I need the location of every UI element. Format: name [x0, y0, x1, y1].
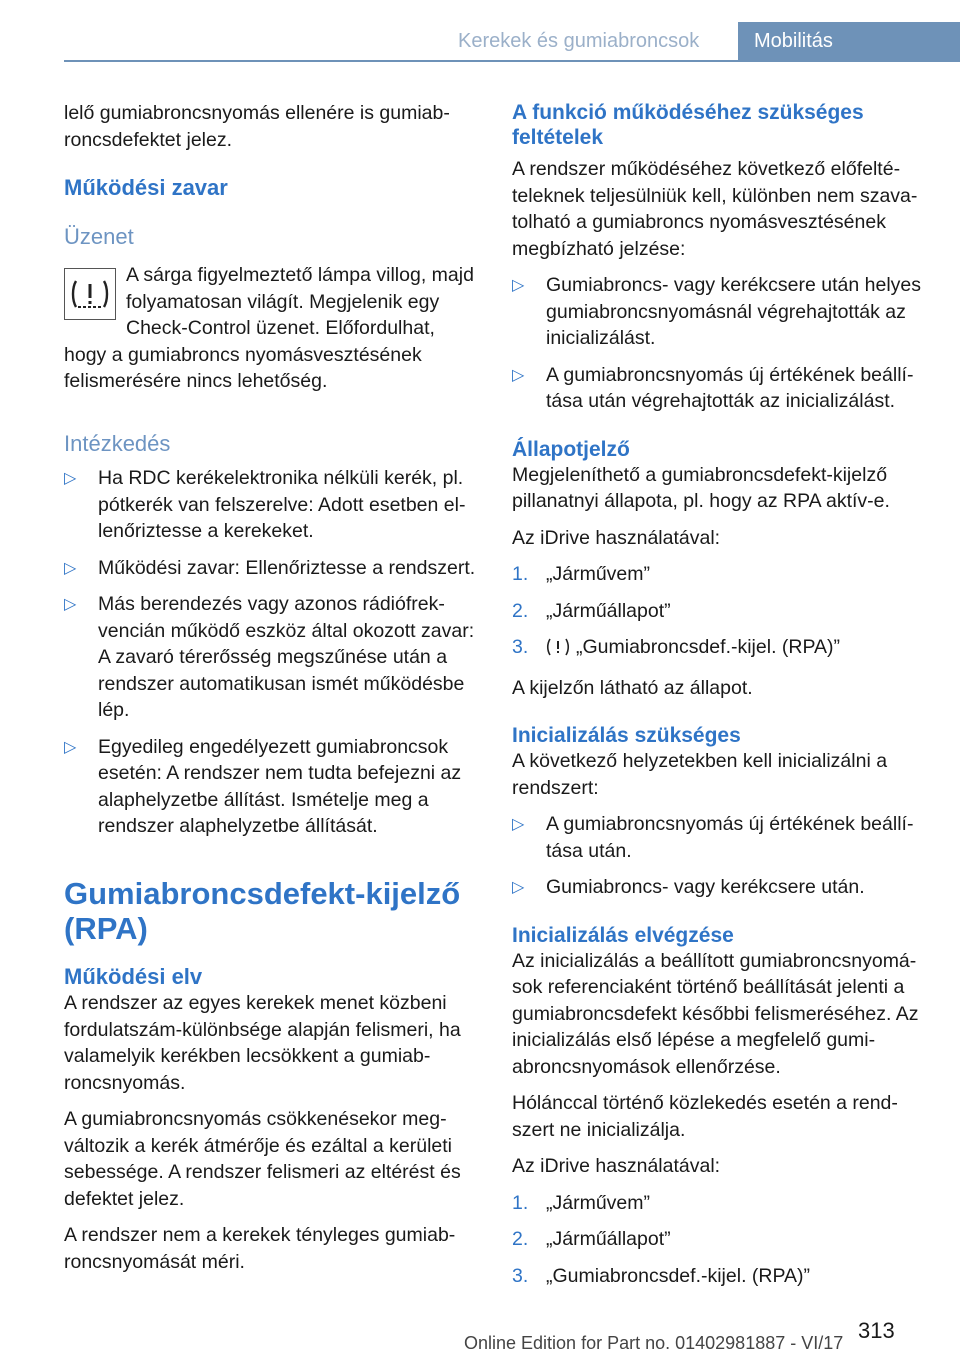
intro-text: lelő gumiabroncsnyomás ellenére is gumiabroncsdefektet jelez.: [64, 102, 450, 151]
chapter-tab: Mobilitás: [738, 22, 960, 62]
list-item: 1. „Járművem”: [512, 1191, 651, 1214]
list-item: ▷ Más berendezés vagy azonos rádiófrekvencián működő eszköz által okozott zavar: A zavaró térerősség megszűnése után a rendszer automatikusan ismét működésbe lép.: [64, 593, 475, 721]
init-do-paragraph-2: Hólánccal történő közlekedés esetén a rendszert ne inicializálja.: [512, 1092, 898, 1141]
init-needed-text: A következő helyzetekben kell inicializálni a rendszert:: [512, 750, 888, 799]
page-number: 313: [858, 1318, 895, 1343]
action-heading: Intézkedés: [64, 430, 171, 456]
list-item: 2. „Járműállapot”: [512, 599, 671, 622]
list-item: ▷ Gumiabroncs- vagy kerékcsere után helyes gumiabroncsnyomásnál végrehajtották az inicializálást.: [512, 274, 922, 349]
init-needed-list: [512, 811, 928, 901]
page-header: [0, 0, 960, 62]
triangle-bullet-icon: ▷: [64, 596, 77, 613]
right-column: [512, 100, 928, 1299]
triangle-bullet-icon: ▷: [64, 738, 77, 756]
idrive-label-2: Az iDrive használatával:: [512, 1155, 721, 1177]
init-steps: [512, 1190, 928, 1290]
tire-warning-icon: [546, 637, 570, 665]
list-item: 1. „Járművem”: [512, 563, 651, 585]
list-item: 3. „Gumiabroncsdef.-kijel. (RPA)”: [512, 1264, 811, 1287]
idrive-label-1: Az iDrive használatával:: [512, 526, 721, 549]
tire-warning-icon: [64, 268, 116, 320]
list-item: ▷ A gumiabroncsnyomás új értékének beállítása után.: [512, 813, 914, 862]
init-do-paragraph-1: Az inicializálás a beállított gumiabroncsnyomások referenciaként történő beállítását jelenti a gumiabroncsdefekt későbbi felismeréséhez. Az inicializálás első lépése a megfelelő gumiabroncsnyomások ellenőrzése.: [512, 949, 919, 1078]
action-list: [64, 465, 480, 840]
message-heading: Üzenet: [64, 223, 134, 249]
list-item: ▷ A gumiabroncsnyomás új értékének beállítása után végrehajtották az inicializálást.: [512, 363, 914, 412]
list-item: ▷ Működési zavar: Ellenőriztesse a rendszert.: [64, 555, 480, 582]
message-text: A sárga figyelmeztető lámpa villog, majd folyamatosan világít. Megjelenik egy Check-Control üzenet. Előfordulhat, hogy a gumiabroncs nyomásvesztésének felismerésére nincs lehetőség.: [64, 264, 474, 392]
triangle-bullet-icon: ▷: [64, 559, 77, 577]
conditions-heading: A funkció működéséhez szükséges feltételek: [512, 101, 864, 149]
triangle-bullet-icon: ▷: [512, 816, 525, 833]
init-do-heading: Inicializálás elvégzése: [512, 923, 734, 947]
status-text: Megjeleníthető a gumiabroncsdefekt-kijelző pillanatnyi állapota, pl. hogy az RPA aktív-e.: [512, 463, 890, 512]
triangle-bullet-icon: ▷: [512, 879, 525, 896]
section-title: Kerekek és gumiabroncsok: [458, 30, 700, 52]
list-item: ▷ Gumiabroncs- vagy kerékcsere után.: [512, 874, 928, 901]
list-item: ▷ Ha RDC kerékelektronika nélküli kerék, pl. pótkerék van felszerelve: Adott esetben ellenőriztesse a kerekeket.: [64, 467, 466, 542]
malfunction-heading: Működési zavar: [64, 175, 228, 200]
conditions-text: A rendszer működéséhez következő előfeltételeknek teljesülniük kell, különben nem szavatolható a gumiabroncs nyomásvesztésének megbízható jelzése:: [512, 158, 918, 260]
left-column: [64, 100, 480, 1285]
conditions-list: [512, 272, 928, 415]
principle-paragraph-1: A rendszer az egyes kerekek menet közbeni fordulatszám-különbsége alapján felismeri, ha valamelyik kerékben lecsökkent a gumiabroncsnyomás.: [64, 992, 461, 1094]
list-item: 2. „Járműállapot”: [512, 1228, 671, 1250]
init-needed-heading: Inicializálás szükséges: [512, 724, 741, 747]
triangle-bullet-icon: ▷: [512, 366, 525, 384]
edition-note: Online Edition for Part no. 01402981887 - VI/17: [464, 1333, 844, 1353]
triangle-bullet-icon: ▷: [64, 470, 77, 487]
status-steps: [512, 561, 928, 665]
header-rule: [64, 60, 960, 62]
rpa-heading: Gumiabroncsdefekt-kijelző (RPA): [64, 875, 461, 946]
principle-paragraph-2: A gumiabroncsnyomás csökkenésekor megváltozik a kerék átmérője és ezáltal a kerületi sebessége. A rendszer felismeri az eltérést és defektet jelez.: [64, 1108, 461, 1210]
message-block: [64, 262, 480, 395]
list-item: ▷ Egyedileg engedélyezett gumiabroncsok esetén: A rendszer nem tudta befejezni az alaphelyzetbe állítást. Ismételje meg a rendszer alaphelyzetbe állítását.: [64, 735, 462, 837]
list-item: 3. „Gumiabroncsdef.-kijel. (RPA)”: [512, 634, 928, 665]
status-heading: Állapotjelző: [512, 437, 630, 461]
principle-paragraph-3: A rendszer nem a kerekek tényleges gumiabroncsnyomását méri.: [64, 1224, 456, 1273]
status-result: A kijelzőn látható az állapot.: [512, 676, 753, 699]
principle-heading: Működési elv: [64, 963, 203, 989]
triangle-bullet-icon: ▷: [512, 277, 525, 294]
